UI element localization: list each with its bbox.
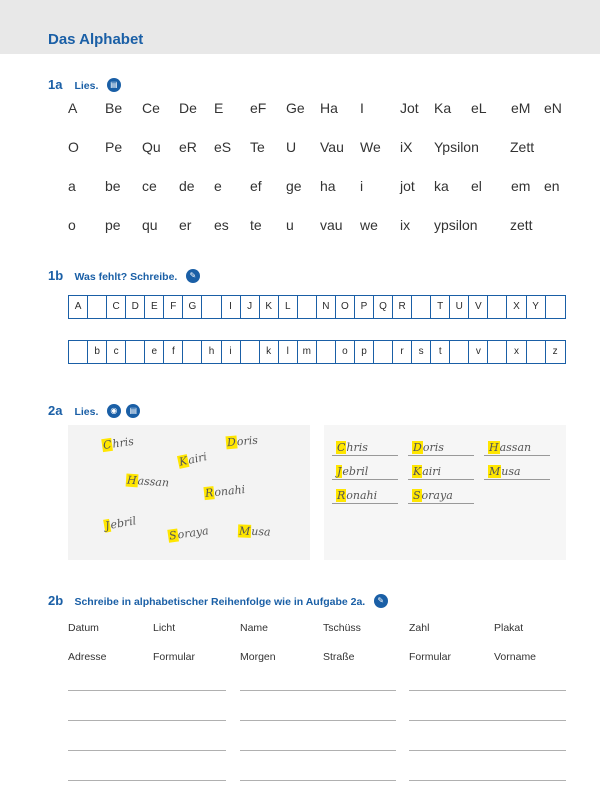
letter-cell: A [69, 296, 88, 318]
listed-name: Hassan [489, 441, 532, 454]
section-2a-heading [48, 402, 140, 420]
name-card: Jebril [104, 514, 138, 533]
letter-cell: s [412, 341, 431, 363]
letter-cell: l [279, 341, 298, 363]
listed-name: Ronahi [337, 489, 378, 502]
letter-cell: x [507, 341, 526, 363]
page-header [0, 0, 600, 54]
empty-letter-cell[interactable] [241, 341, 260, 363]
letter-cell: U [450, 296, 469, 318]
empty-letter-cell[interactable] [527, 341, 546, 363]
answer-line[interactable] [240, 690, 396, 691]
answer-line[interactable] [240, 750, 396, 751]
letter-cell: D [126, 296, 145, 318]
letter-cell: O [336, 296, 355, 318]
alphabet-letter: Be [105, 100, 123, 116]
word-item: Datum [68, 622, 99, 634]
section-number: 1a [48, 77, 63, 92]
alphabet-letter: eS [214, 139, 232, 155]
word-item: Adresse [68, 651, 107, 663]
alphabet-letter: ix [400, 217, 411, 233]
letter-cell: z [552, 346, 558, 357]
letter-cell: V [469, 296, 488, 318]
alphabet-letter: Ka [434, 100, 452, 116]
answer-line[interactable] [68, 690, 226, 691]
letter-cell: L [279, 296, 298, 318]
alphabet-letter: a [68, 178, 76, 194]
letter-cell: f [164, 341, 183, 363]
letter-cell: Y [527, 296, 546, 318]
alphabet-letter: I [360, 100, 364, 116]
alphabet-letter: ha [320, 178, 336, 194]
section-label: Lies. [74, 80, 99, 92]
alphabet-letter: Qu [142, 139, 161, 155]
word-item: Name [240, 622, 269, 634]
word-item: Licht [153, 622, 176, 634]
name-card: Soraya [168, 524, 210, 543]
alphabet-letter: em [511, 178, 531, 194]
alphabet-letter: jot [400, 178, 415, 194]
alphabet-letter: vau [320, 217, 343, 233]
listed-name: Chris [337, 441, 368, 454]
letter-cell: R [393, 296, 412, 318]
letter-cell: e [145, 341, 164, 363]
letter-cell: r [393, 341, 412, 363]
alphabet-letter: es [214, 217, 229, 233]
alphabet-letter: zett [510, 217, 533, 233]
listed-name: Doris [413, 441, 444, 454]
alphabet-letter: A [68, 100, 78, 116]
letter-cell: F [164, 296, 183, 318]
alphabet-letter: be [105, 178, 121, 194]
alphabet-letter: ce [142, 178, 157, 194]
letter-cell: o [336, 341, 355, 363]
alphabet-letter: er [179, 217, 192, 233]
alphabet-letter: qu [142, 217, 158, 233]
alphabet-letter: te [250, 217, 262, 233]
word-item: Formular [153, 651, 196, 663]
listed-name: Kairi [413, 465, 442, 478]
answer-line[interactable] [68, 750, 226, 751]
letter-cell: I [222, 296, 241, 318]
section-2b-heading [48, 592, 388, 610]
empty-letter-cell[interactable] [126, 341, 145, 363]
name-card: Doris [226, 433, 259, 450]
empty-letter-cell[interactable] [69, 341, 88, 363]
alphabet-letter: e [214, 178, 222, 194]
alphabet-letter: u [286, 217, 294, 233]
list-underline [332, 503, 398, 504]
pencil-icon: ✎ [374, 594, 388, 608]
alphabet-letter: el [471, 178, 482, 194]
answer-line[interactable] [240, 720, 396, 721]
section-label: Lies. [74, 406, 99, 418]
name-card: Kairi [177, 450, 209, 469]
section-number: 2b [48, 593, 64, 608]
letter-cell: v [469, 341, 488, 363]
empty-letter-cell[interactable] [298, 296, 317, 318]
letter-cell: E [145, 296, 164, 318]
letter-cell: T [431, 296, 450, 318]
empty-letter-cell[interactable] [374, 341, 393, 363]
listed-name: Jebril [337, 465, 369, 478]
letter-cell: Q [374, 296, 393, 318]
alphabet-letter: eL [471, 100, 487, 116]
letter-cell: t [431, 341, 450, 363]
word-item: Morgen [240, 651, 276, 663]
name-card: Hassan [126, 473, 170, 490]
alphabet-letter: Jot [400, 100, 419, 116]
letter-cell: J [241, 296, 260, 318]
alphabet-letter: ka [434, 178, 449, 194]
alphabet-letter: De [179, 100, 197, 116]
letter-cell: i [222, 341, 241, 363]
alphabet-letter: o [68, 217, 76, 233]
word-item: Vorname [494, 651, 537, 663]
name-card: Ronahi [204, 482, 246, 501]
empty-letter-cell[interactable] [488, 341, 507, 363]
alphabet-letter: en [544, 178, 560, 194]
list-underline [484, 455, 550, 456]
alphabet-letter: eM [511, 100, 531, 116]
empty-letter-cell[interactable] [183, 341, 202, 363]
book-icon: ▤ [107, 78, 121, 92]
section-1b-heading [48, 267, 200, 285]
pencil-icon: ✎ [186, 269, 200, 283]
answer-line[interactable] [240, 780, 396, 781]
empty-letter-cell[interactable] [202, 296, 221, 318]
letter-box-uppercase [68, 295, 566, 319]
answer-line[interactable] [68, 780, 226, 781]
alphabet-letter: eN [544, 100, 562, 116]
alphabet-letter: Ge [286, 100, 305, 116]
eye-icon: ◉ [107, 404, 121, 418]
list-underline [408, 503, 474, 504]
listed-name: Musa [489, 465, 521, 478]
alphabet-letter: Vau [320, 139, 344, 155]
alphabet-letter: de [179, 178, 195, 194]
list-underline [332, 455, 398, 456]
alphabet-letter: E [214, 100, 224, 116]
letter-box-lowercase [68, 340, 566, 364]
alphabet-letter: ypsilon [434, 217, 478, 233]
alphabet-letter: We [360, 139, 381, 155]
section-1a-heading [48, 76, 121, 94]
letter-cell: p [355, 341, 374, 363]
answer-line[interactable] [409, 720, 566, 721]
letter-cell: b [88, 341, 107, 363]
alphabet-letter: eF [250, 100, 267, 116]
section-number: 1b [48, 268, 64, 283]
alphabet-letter: Ha [320, 100, 338, 116]
letter-cell: C [107, 296, 126, 318]
word-item: Plakat [494, 622, 524, 634]
answer-line[interactable] [409, 690, 566, 691]
alphabet-letter: Zett [510, 139, 535, 155]
word-item: Zahl [409, 622, 430, 634]
empty-letter-cell[interactable] [488, 296, 507, 318]
empty-letter-cell[interactable] [546, 296, 565, 318]
letter-cell: K [260, 296, 279, 318]
letter-cell: m [298, 341, 317, 363]
alphabet-letter: pe [105, 217, 121, 233]
empty-letter-cell[interactable] [317, 341, 336, 363]
alphabet-letter: Ypsilon [434, 139, 479, 155]
name-card: Musa [238, 524, 271, 539]
list-underline [332, 479, 398, 480]
letter-cell: X [507, 296, 526, 318]
list-underline [408, 455, 474, 456]
book-icon: ▤ [126, 404, 140, 418]
listed-name: Soraya [413, 489, 453, 502]
answer-line[interactable] [409, 780, 566, 781]
list-underline [484, 479, 550, 480]
answer-line[interactable] [409, 750, 566, 751]
letter-cell: c [107, 341, 126, 363]
alphabet-letter: Pe [105, 139, 123, 155]
word-item: Formular [409, 651, 452, 663]
alphabet-letter: Ce [142, 100, 160, 116]
alphabet-letter: ge [286, 178, 302, 194]
word-item: Straße [323, 651, 355, 663]
alphabet-letter: i [360, 178, 364, 194]
alphabet-letter: Te [250, 139, 265, 155]
list-underline [408, 479, 474, 480]
section-label: Was fehlt? Schreibe. [74, 271, 178, 283]
alphabet-letter: U [286, 139, 297, 155]
word-item: Tschüss [323, 622, 361, 634]
name-card: Chris [102, 434, 135, 453]
section-number: 2a [48, 403, 63, 418]
letter-cell: G [183, 296, 202, 318]
letter-cell: h [202, 341, 221, 363]
letter-cell: P [355, 296, 374, 318]
page-title: Das Alphabet [48, 31, 144, 48]
section-label: Schreibe in alphabetischer Reihenfolge wie in Aufgabe 2a. [74, 596, 366, 608]
name-cards-photo [68, 425, 310, 560]
alphabet-letter: iX [400, 139, 413, 155]
alphabet-letter: O [68, 139, 79, 155]
letter-cell: k [260, 341, 279, 363]
name-list-photo [324, 425, 566, 560]
answer-line[interactable] [68, 720, 226, 721]
alphabet-letter: we [360, 217, 378, 233]
alphabet-letter: ef [250, 178, 262, 194]
empty-letter-cell[interactable] [88, 296, 107, 318]
letter-cell: N [317, 296, 336, 318]
alphabet-letter: eR [179, 139, 197, 155]
empty-letter-cell[interactable] [412, 296, 431, 318]
empty-letter-cell[interactable] [450, 341, 469, 363]
